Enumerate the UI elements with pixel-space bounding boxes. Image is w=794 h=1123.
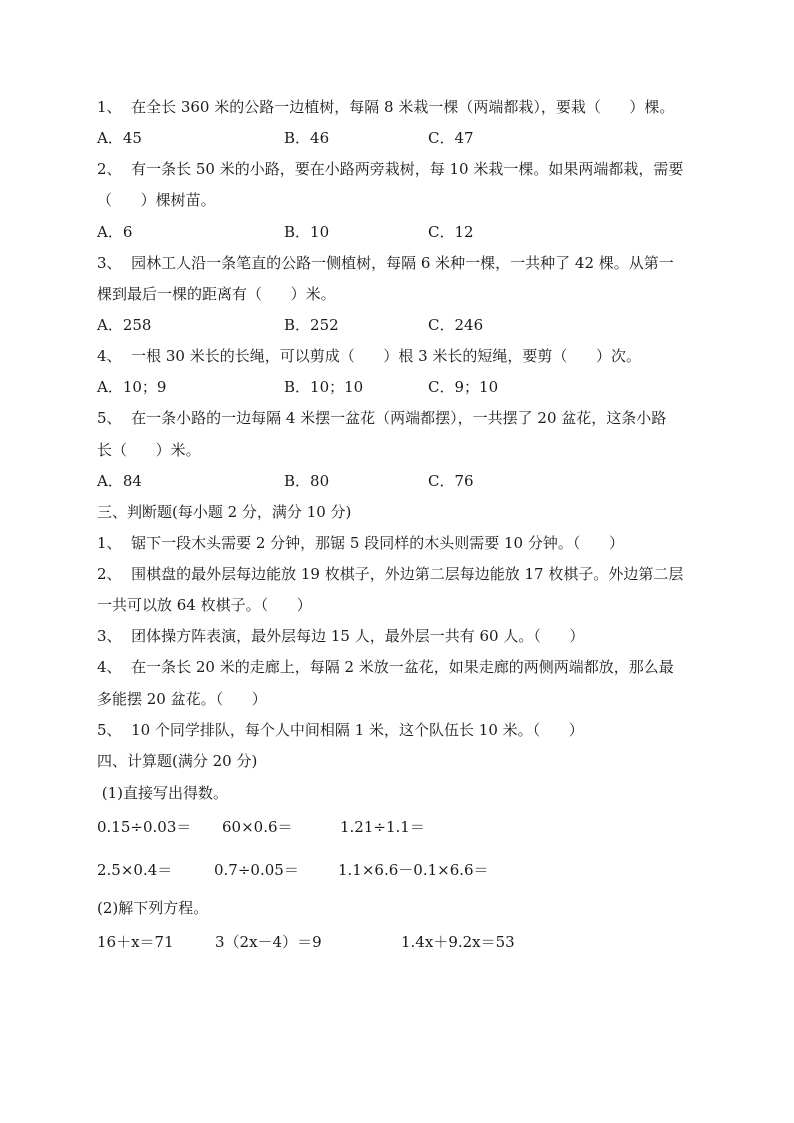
option-b: B．80 <box>284 472 330 490</box>
choice-q3-line2: 棵到最后一棵的距离有（ ）米。 <box>97 285 336 303</box>
calc-item: 0.15÷0.03＝ <box>97 818 192 836</box>
calc-item: 1.1×6.6－0.1×6.6＝ <box>338 861 489 879</box>
judge-q2-line1: 2、 围棋盘的最外层每边能放 19 枚棋子，外边第二层每边能放 17 枚棋子。外边第二层 <box>97 565 684 583</box>
option-b: B．252 <box>284 316 339 334</box>
option-a: A．84 <box>97 472 142 490</box>
option-a: A．10；9 <box>97 378 167 396</box>
choice-q3-line1: 3、 园林工人沿一条笔直的公路一侧植树，每隔 6 米种一棵，一共种了 42 棵。从第一 <box>97 254 674 272</box>
calc-part1-title: (1)直接写出得数。 <box>97 784 229 802</box>
calc-item: 1.21÷1.1＝ <box>340 818 425 836</box>
option-c: C．12 <box>428 223 474 241</box>
option-c: C．246 <box>428 316 484 334</box>
calc-item: 2.5×0.4＝ <box>97 861 173 879</box>
section-title-judgement: 三、判断题(每小题 2 分，满分 10 分) <box>97 503 352 521</box>
judge-q4-line1: 4、 在一条长 20 米的走廊上，每隔 2 米放一盆花，如果走廊的两侧两端都放，那么最 <box>97 658 674 676</box>
option-a: A．258 <box>97 316 152 334</box>
judge-q4-line2: 多能摆 20 盆花。（ ） <box>97 690 267 708</box>
option-b: B．10 <box>284 223 330 241</box>
equation: 3（2x－4）＝9 <box>215 933 322 951</box>
choice-q5-line1: 5、 在一条小路的一边每隔 4 米摆一盆花（两端都摆），一共摆了 20 盆花，这条小路 <box>97 409 667 427</box>
equation: 16＋x＝71 <box>97 933 174 951</box>
calc-item: 0.7÷0.05＝ <box>214 861 299 879</box>
section-title-calculation: 四、计算题(满分 20 分) <box>97 752 258 770</box>
calc-part2-title: (2)解下列方程。 <box>97 899 209 917</box>
choice-q4-line1: 4、 一根 30 米长的长绳，可以剪成（ ）根 3 米长的短绳，要剪（ ）次。 <box>97 347 642 365</box>
judge-q3-line1: 3、 团体操方阵表演，最外层每边 15 人，最外层一共有 60 人。（ ） <box>97 627 585 645</box>
option-b: B．10；10 <box>284 378 364 396</box>
option-a: A．6 <box>97 223 133 241</box>
option-b: B．46 <box>284 129 330 147</box>
judge-q2-line2: 一共可以放 64 枚棋子。（ ） <box>97 596 312 614</box>
calc-item: 60×0.6＝ <box>222 818 293 836</box>
choice-q5-line2: 长（ ）米。 <box>97 441 201 459</box>
option-c: C．9；10 <box>428 378 499 396</box>
choice-q2-line1: 2、 有一条长 50 米的小路，要在小路两旁栽树，每 10 米栽一棵。如果两端都栽，需要 <box>97 160 684 178</box>
option-a: A．45 <box>97 129 142 147</box>
choice-q2-line2: （ ）棵树苗。 <box>97 191 216 209</box>
choice-q1-line1: 1、 在全长 360 米的公路一边植树，每隔 8 米栽一棵（两端都栽），要栽（ ）棵。 <box>97 98 675 116</box>
option-c: C．47 <box>428 129 474 147</box>
equation: 1.4x＋9.2x＝53 <box>401 933 515 951</box>
judge-q5-line1: 5、 10 个同学排队，每个人中间相隔 1 米，这个队伍长 10 米。（ ） <box>97 721 584 739</box>
judge-q1-line1: 1、 锯下一段木头需要 2 分钟，那锯 5 段同样的木头则需要 10 分钟。（ ） <box>97 534 624 552</box>
option-c: C．76 <box>428 472 474 490</box>
